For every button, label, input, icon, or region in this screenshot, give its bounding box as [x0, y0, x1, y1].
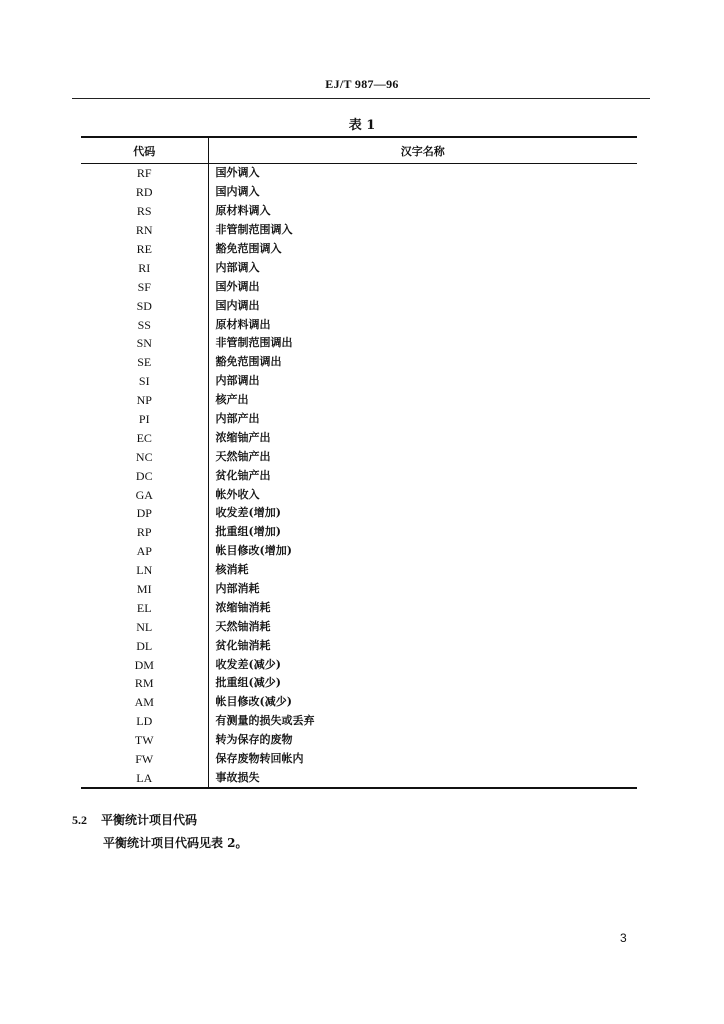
page-number: 3: [620, 931, 627, 945]
table-row: [81, 391, 637, 410]
name-cell: 浓缩铀消耗: [215, 600, 271, 614]
table-row: [81, 674, 637, 693]
table-row: [81, 315, 637, 334]
table-row: [81, 504, 637, 523]
name-cell: 天然铀消耗: [215, 619, 271, 633]
name-cell: 收发差(增加): [215, 506, 281, 520]
code-cell: SD: [81, 296, 208, 315]
name-cell: 贫化铀消耗: [215, 638, 271, 652]
code-cell: AP: [81, 542, 208, 561]
table-row: [81, 202, 637, 221]
code-cell: FW: [81, 750, 208, 769]
code-cell: NC: [81, 447, 208, 466]
code-cell: SS: [81, 315, 208, 334]
code-cell: RI: [81, 258, 208, 277]
table-header-row: [81, 137, 637, 164]
code-cell: RN: [81, 221, 208, 240]
section-heading: [72, 811, 197, 828]
code-cell: RS: [81, 202, 208, 221]
code-cell: RP: [81, 523, 208, 542]
table-row: [81, 750, 637, 769]
code-cell: MI: [81, 580, 208, 599]
code-cell: LN: [81, 561, 208, 580]
code-cell: EL: [81, 598, 208, 617]
code-cell: AM: [81, 693, 208, 712]
table-row: [81, 712, 637, 731]
table-row: [81, 258, 637, 277]
table-row: [81, 693, 637, 712]
table-body: [81, 164, 637, 789]
table-row: [81, 598, 637, 617]
name-cell: 非管制范围调入: [215, 223, 293, 237]
name-cell: 帐外收入: [215, 487, 260, 501]
table-row: [81, 731, 637, 750]
code-cell: GA: [81, 485, 208, 504]
name-cell: 原材料调入: [215, 204, 271, 218]
table-row: [81, 334, 637, 353]
code-table-container: [81, 136, 637, 789]
table-row: [81, 353, 637, 372]
table-row: [81, 769, 637, 789]
table-row: [81, 655, 637, 674]
name-cell: 非管制范围调出: [215, 336, 293, 350]
table-row: [81, 617, 637, 636]
table-row: [81, 372, 637, 391]
code-cell: NL: [81, 617, 208, 636]
code-cell: TW: [81, 731, 208, 750]
code-cell: SN: [81, 334, 208, 353]
code-cell: SF: [81, 277, 208, 296]
name-cell: 豁免范围调入: [215, 242, 282, 255]
name-cell: 收发差(减少): [215, 657, 281, 671]
table-title: 表 1: [348, 118, 376, 133]
name-cell: 国外调出: [215, 279, 260, 293]
header-rule: [72, 98, 650, 99]
table-row: [81, 447, 637, 466]
code-table: [81, 136, 637, 789]
table-row: [81, 410, 637, 429]
code-cell: NP: [81, 391, 208, 410]
table-row: [81, 580, 637, 599]
table-row: [81, 561, 637, 580]
code-cell: SE: [81, 353, 208, 372]
name-cell: 批重组(减少): [215, 676, 281, 690]
name-cell: 帐目修改(增加): [215, 544, 292, 558]
name-cell: 内部产出: [215, 412, 260, 426]
table-row: [81, 428, 637, 447]
code-cell: PI: [81, 410, 208, 429]
code-cell: EC: [81, 428, 208, 447]
name-cell: 保存废物转回帐内: [215, 752, 304, 766]
code-cell: DM: [81, 655, 208, 674]
table-row: [81, 485, 637, 504]
table-row: [81, 523, 637, 542]
name-cell: 内部调出: [215, 374, 260, 388]
name-cell: 批重组(增加): [215, 525, 281, 539]
name-cell: 转为保存的废物: [215, 733, 293, 747]
name-cell: 事故损失: [215, 770, 260, 784]
table-row: [81, 636, 637, 655]
section-title: 平衡统计项目代码: [101, 813, 198, 827]
section-number: 5.2: [72, 813, 87, 827]
name-cell: 核产出: [215, 393, 249, 407]
code-cell: RD: [81, 183, 208, 202]
section-paragraph: 平衡统计项目代码见表 2。: [103, 836, 248, 850]
name-cell: 帐目修改(减少): [215, 695, 292, 709]
standard-code-header: EJ/T 987—96: [325, 77, 399, 91]
code-cell: RM: [81, 674, 208, 693]
name-cell: 豁免范围调出: [215, 355, 282, 369]
code-cell: DC: [81, 466, 208, 485]
table-row: [81, 296, 637, 315]
name-cell: 内部消耗: [215, 582, 260, 596]
name-cell: 原材料调出: [215, 317, 271, 331]
table-row: [81, 164, 637, 183]
code-cell: DP: [81, 504, 208, 523]
code-cell: LD: [81, 712, 208, 731]
name-cell: 国内调入: [215, 185, 260, 199]
name-cell: 核消耗: [215, 563, 249, 577]
name-cell: 国外调入: [215, 166, 260, 180]
table-row: [81, 183, 637, 202]
code-cell: RE: [81, 240, 208, 259]
name-cell: 国内调出: [215, 298, 260, 312]
code-cell: RF: [81, 164, 208, 183]
name-cell: 有测量的损失或丢弃: [215, 714, 315, 728]
table-row: [81, 240, 637, 259]
table-row: [81, 542, 637, 561]
code-cell: SI: [81, 372, 208, 391]
column-header-name: 汉字名称: [208, 137, 637, 164]
code-cell: DL: [81, 636, 208, 655]
table-row: [81, 277, 637, 296]
table-row: [81, 221, 637, 240]
name-cell: 浓缩铀产出: [215, 430, 271, 444]
name-cell: 内部调入: [215, 260, 260, 274]
name-cell: 天然铀产出: [215, 449, 271, 463]
code-cell: LA: [81, 769, 208, 789]
column-header-code: 代码: [81, 137, 208, 164]
table-row: [81, 466, 637, 485]
name-cell: 贫化铀产出: [215, 468, 271, 482]
